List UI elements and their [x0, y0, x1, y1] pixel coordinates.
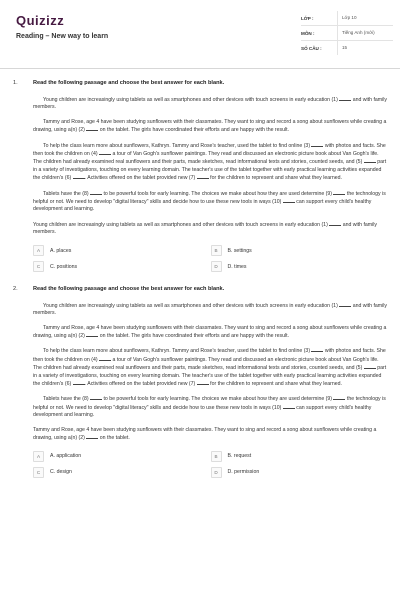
meta-key: MÔN :: [301, 30, 315, 36]
passage-text: Young children are increasingly using tablets as well as smartphones and other devices with touch screens in early education (1): [43, 302, 340, 309]
passage-text: . Activities offered on the tablet provided new (7): [84, 175, 197, 182]
option-d[interactable]: [211, 262, 389, 272]
question-prompt: Read the following passage and choose the best answer for each blank.: [33, 80, 225, 86]
answer-blank: [86, 332, 98, 337]
passage-paragraph: [33, 325, 388, 341]
passage-text: Tammy and Rose, age 4 have been studying sunflowers with their classmates. They want to sing and record a song about sunflowers while creating a drawing, using a(n) (2): [33, 426, 377, 441]
option-b[interactable]: [211, 451, 389, 461]
passage-paragraph: [33, 395, 388, 419]
option-c[interactable]: [33, 262, 211, 272]
answer-options: [33, 451, 388, 477]
header-divider: [0, 68, 400, 69]
passage-text: Tammy and Rose, age 4 have been studying sunflowers with their classmates. They want to sing and record a song about sunflowers while creating a drawing, using a(n) (2): [33, 118, 387, 134]
meta-value: Lớp 10: [337, 11, 357, 25]
answer-blank: [73, 380, 85, 385]
answer-blank: [197, 174, 209, 179]
passage-text: can support every child's healthy development and learning.: [33, 199, 372, 213]
option-text: D. times: [227, 263, 247, 270]
passage-text: To help the class learn more about sunflowers, Kathryn. Tammy and Rose's teacher, used the tablet to find online (3): [43, 348, 312, 355]
quizizz-logo: Quizizz: [16, 13, 65, 28]
answer-blank: [364, 364, 376, 369]
answer-blank: [86, 434, 98, 439]
question-list: [0, 68, 400, 477]
answer-blank: [197, 380, 209, 385]
passage-text: Young children are increasingly using tablets as well as smartphones and other devices with touch screens in early education (1): [43, 97, 340, 103]
answer-blank: [99, 150, 111, 155]
answer-blank: [90, 190, 102, 195]
answer-blank: [311, 347, 323, 352]
passage-text: and with family members.: [33, 97, 388, 111]
option-text: A. places: [50, 247, 72, 254]
meta-row-count: [301, 41, 393, 55]
passage-paragraph: [33, 190, 388, 214]
question-number: 1.: [13, 80, 18, 86]
passage-paragraph: [33, 119, 388, 135]
passage-text: for the children to represent and share what they learned.: [208, 175, 342, 182]
option-letter-box: B: [211, 245, 222, 256]
meta-table: [301, 11, 393, 55]
passage-text: Tablets have the (8): [43, 190, 91, 197]
option-letter-box: C: [33, 261, 44, 272]
option-a[interactable]: [33, 246, 211, 256]
passage-text: on the tablet.: [98, 434, 130, 441]
passage-text: part in a variety of investigations, touching on every learning domain. The teacher's use of the tablet together with early practical learning activities expanded the children's (6): [33, 159, 387, 182]
passage-text: Tablets have the (8): [43, 396, 91, 403]
passage-text: To help the class learn more about sunflowers, Kathryn. Tammy and Rose's teacher, used the tablet to find online (3): [43, 142, 312, 149]
passage-text: can support every child's healthy development and learning.: [33, 404, 372, 419]
option-text: C. design: [50, 469, 72, 476]
answer-blank: [311, 142, 323, 147]
passage-paragraph: [33, 347, 388, 388]
passage-paragraph: [33, 427, 388, 443]
passage-paragraph: [33, 96, 388, 112]
question-number: 2.: [13, 285, 18, 292]
answer-blank: [283, 198, 295, 203]
passage-text: to be powerful tools for early learning. The choices we make about how they are used determine (9): [102, 396, 334, 403]
answer-blank: [364, 158, 376, 163]
passage-paragraph: [33, 142, 388, 183]
question-1: [0, 80, 400, 272]
passage-text: a tour of Van Gogh's sunflower paintings. They read and discussed an electronic picture book about Van Gogh's life. The children had already examined real sunflowers and their parts, made sketches, read informational texts and stories, counted seeds, and (5): [33, 151, 379, 166]
answer-blank: [339, 302, 351, 307]
option-letter-box: C: [33, 467, 44, 478]
passage-text: part in a variety of investigations, touching on every learning domain. The teacher's use of the tablet together with early practical learning activities expanded the children's (6): [33, 365, 387, 387]
option-text: C. positions: [50, 263, 78, 270]
passage-text: on the tablet. The girls have coordinated their efforts and are happy with the result.: [98, 127, 290, 134]
passage-text: a tour of Van Gogh's sunflower paintings. They read and discussed an electronic picture book about Van Gogh's life. The children had already examined real sunflowers and their parts, made sketches, read informational texts and stories, counted seeds, and (5): [33, 356, 379, 372]
answer-blank: [329, 221, 341, 226]
meta-row-subject: [301, 26, 393, 41]
passage-text: Young children are increasingly using tablets as well as smartphones and other devices with touch screens in early education (1): [33, 221, 330, 228]
passage-text: to be powerful tools for early learning. The choices we make about how they are used determine (9): [102, 190, 334, 197]
passage-paragraph: [33, 221, 388, 237]
passage-text: and with family members.: [33, 221, 378, 236]
passage-text: with photos and facts. She then took the children on (4): [33, 348, 386, 363]
quiz-title: Reading – New way to learn: [16, 33, 109, 40]
answer-blank: [283, 404, 295, 409]
passage-text: the technology is helpful or not. We need to develop "digital literacy" skills and decide how to use these new tools in ways (10): [33, 396, 386, 411]
meta-value: Tiếng Anh (mới): [337, 26, 375, 40]
passage-text: for the children to represent and share what they learned.: [208, 380, 342, 387]
option-text: A. application: [50, 453, 82, 460]
passage-text: . Activities offered on the tablet provided new (7): [84, 380, 197, 387]
question-2: [0, 286, 400, 478]
answer-blank: [333, 395, 345, 400]
passage-text: Tammy and Rose, age 4 have been studying sunflowers with their classmates. They want to sing and record a song about sunflowers while creating a drawing, using a(n) (2): [33, 324, 387, 339]
answer-blank: [333, 190, 345, 195]
meta-value: 15: [337, 41, 347, 55]
answer-blank: [99, 356, 111, 361]
meta-row-class: [301, 11, 393, 26]
question-prompt: Read the following passage and choose the best answer for each blank.: [33, 285, 225, 292]
option-letter-box: D: [211, 261, 222, 272]
passage-text: on the tablet. The girls have coordinated their efforts and are happy with the result.: [98, 332, 290, 339]
option-a[interactable]: [33, 451, 211, 461]
passage-text: the technology is helpful or not. We need to develop "digital literacy" skills and decide how to use these new tools in ways (10): [33, 190, 386, 206]
passage-text: with photos and facts. She then took the children on (4): [33, 142, 386, 158]
option-letter-box: D: [211, 467, 222, 478]
answer-blank: [339, 96, 351, 101]
option-b[interactable]: [211, 246, 389, 256]
worksheet-header: [0, 0, 400, 68]
meta-key: SỐ CÂU :: [301, 45, 322, 51]
meta-key: LỚP :: [301, 15, 314, 21]
answer-blank: [73, 174, 85, 179]
answer-blank: [86, 126, 98, 131]
option-c[interactable]: [33, 467, 211, 477]
option-text: B. settings: [227, 247, 252, 254]
option-text: D. permission: [227, 469, 260, 476]
option-letter-box: B: [211, 451, 222, 462]
passage-text: and with family members.: [33, 302, 388, 317]
answer-blank: [90, 395, 102, 400]
option-letter-box: A: [33, 451, 44, 462]
option-text: B. request: [227, 453, 252, 460]
passage-paragraph: [33, 302, 388, 318]
answer-options: [33, 246, 388, 272]
option-d[interactable]: [211, 467, 389, 477]
option-letter-box: A: [33, 245, 44, 256]
